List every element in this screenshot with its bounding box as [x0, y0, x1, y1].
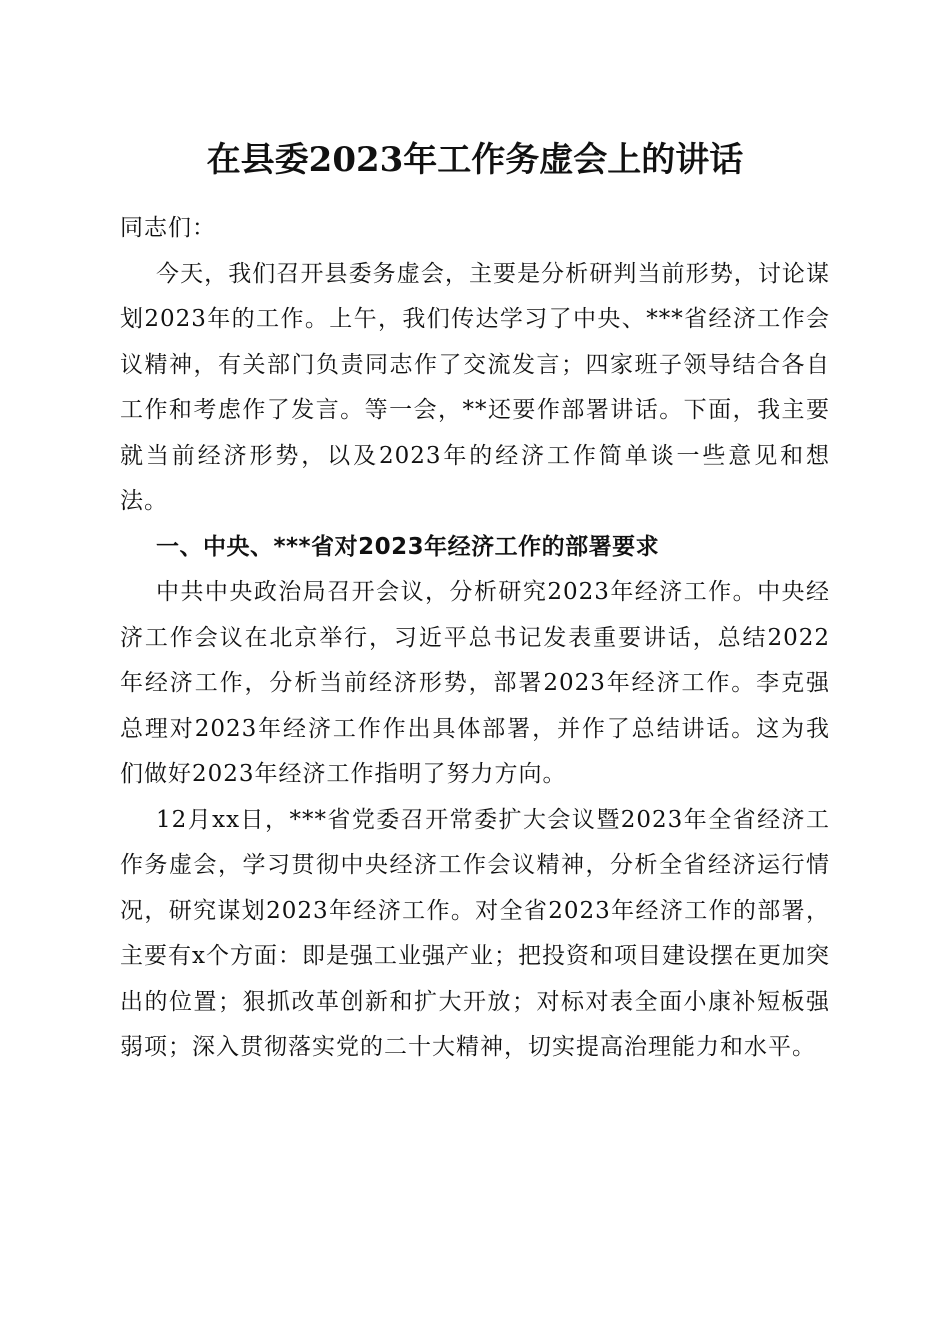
section-heading: 一、中央、***省对2023年经济工作的部署要求: [156, 533, 660, 560]
document-title: 在县委2023年工作务虚会上的讲话: [206, 140, 744, 180]
section-paragraph-provincial: 12月xx日，***省党委召开常委扩大会议暨2023年全省经济工作务虚会，学习贯彻中央经济工作会议精神，分析全省经济运行情况，研究谋划2023年经济工作。对全省2023年经济工作的部署，主要有x个方面：即是强工业强产业；把投资和项目建设摆在更加突出的位置；狠抓改革创新和扩大开放；对标对表全面小康补短板强弱项；深入贯彻落实党的二十大精神，切实提高治理能力和水平。: [120, 806, 830, 1060]
section-paragraph-central: 中共中央政治局召开会议，分析研究2023年经济工作。中央经济工作会议在北京举行，习近平总书记发表重要讲话，总结2022年经济工作，分析当前经济形势，部署2023年经济工作。李克强总理对2023年经济工作作出具体部署，并作了总结讲话。这为我们做好2023年经济工作指明了努力方向。: [120, 579, 830, 787]
opening-paragraph: 今天，我们召开县委务虚会，主要是分析研判当前形势，讨论谋划2023年的工作。上午，我们传达学习了中央、***省经济工作会议精神，有关部门负责同志作了交流发言；四家班子领导结合各自工作和考虑作了发言。等一会，**还要作部署讲话。下面，我主要就当前经济形势，以及2023年的经济工作简单谈一些意见和想法。: [120, 260, 830, 514]
salutation: 同志们：: [120, 215, 216, 241]
document-body: [120, 206, 830, 1071]
